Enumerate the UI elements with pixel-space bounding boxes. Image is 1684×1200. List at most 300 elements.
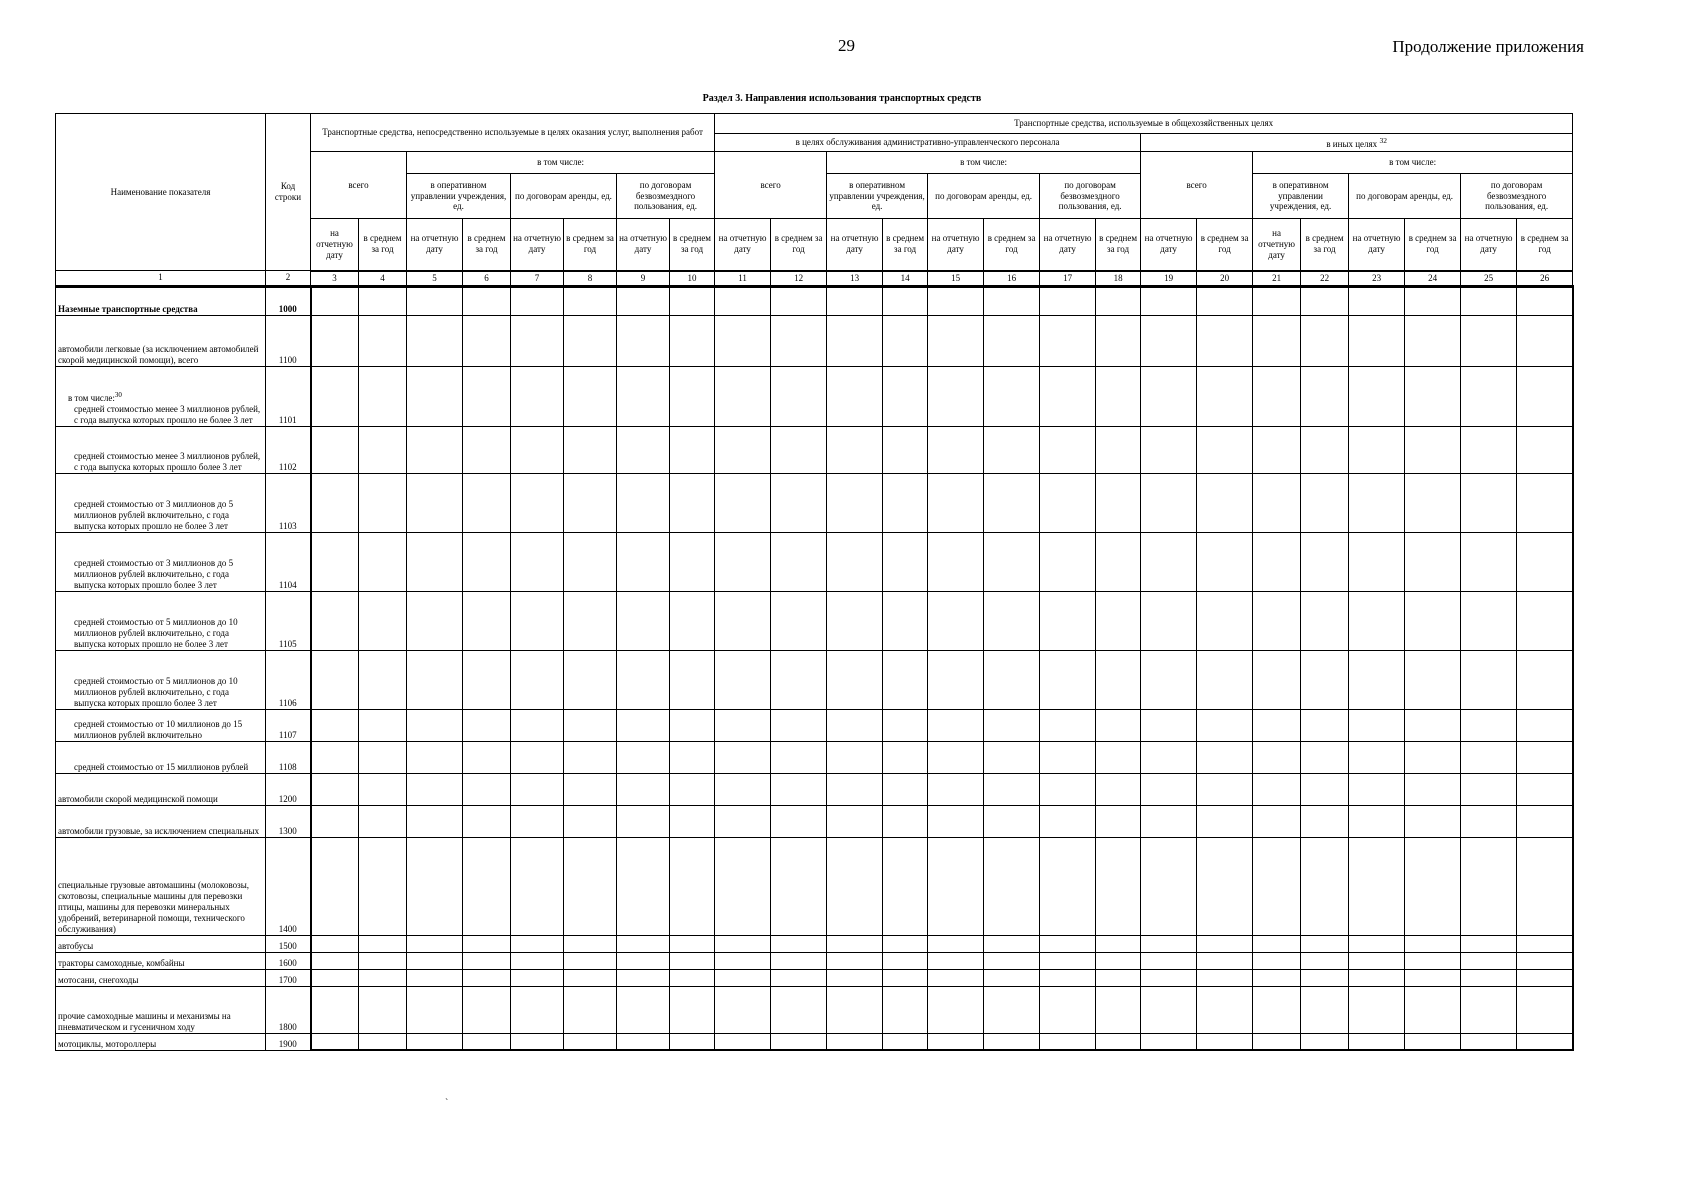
- data-cell[interactable]: [511, 986, 564, 1033]
- data-cell[interactable]: [564, 366, 617, 426]
- data-cell[interactable]: [883, 837, 928, 935]
- data-cell[interactable]: [359, 837, 407, 935]
- data-cell[interactable]: [670, 935, 715, 952]
- data-cell[interactable]: [511, 315, 564, 366]
- data-cell[interactable]: [564, 952, 617, 969]
- data-cell[interactable]: [564, 1033, 617, 1050]
- data-cell[interactable]: [1301, 837, 1349, 935]
- data-cell[interactable]: [511, 952, 564, 969]
- data-cell[interactable]: [311, 773, 359, 805]
- data-cell[interactable]: [1096, 805, 1141, 837]
- data-cell[interactable]: [1349, 650, 1405, 709]
- data-cell[interactable]: [1096, 426, 1141, 473]
- data-cell[interactable]: [1253, 969, 1301, 986]
- data-cell[interactable]: [564, 426, 617, 473]
- data-cell[interactable]: [928, 473, 984, 532]
- data-cell[interactable]: [311, 286, 359, 315]
- data-cell[interactable]: [928, 773, 984, 805]
- data-cell[interactable]: [1461, 1033, 1517, 1050]
- data-cell[interactable]: [1461, 969, 1517, 986]
- data-cell[interactable]: [883, 315, 928, 366]
- data-cell[interactable]: [883, 935, 928, 952]
- data-cell[interactable]: [984, 969, 1040, 986]
- data-cell[interactable]: [1040, 366, 1096, 426]
- data-cell[interactable]: [463, 952, 511, 969]
- data-cell[interactable]: [1197, 286, 1253, 315]
- data-cell[interactable]: [771, 986, 827, 1033]
- data-cell[interactable]: [1197, 952, 1253, 969]
- data-cell[interactable]: [1349, 315, 1405, 366]
- data-cell[interactable]: [1040, 969, 1096, 986]
- data-cell[interactable]: [928, 650, 984, 709]
- data-cell[interactable]: [1405, 952, 1461, 969]
- data-cell[interactable]: [1349, 1033, 1405, 1050]
- data-cell[interactable]: [771, 473, 827, 532]
- data-cell[interactable]: [564, 986, 617, 1033]
- data-cell[interactable]: [617, 741, 670, 773]
- data-cell[interactable]: [1141, 286, 1197, 315]
- data-cell[interactable]: [928, 986, 984, 1033]
- data-cell[interactable]: [1461, 986, 1517, 1033]
- data-cell[interactable]: [311, 426, 359, 473]
- data-cell[interactable]: [715, 741, 771, 773]
- data-cell[interactable]: [771, 426, 827, 473]
- data-cell[interactable]: [1349, 837, 1405, 935]
- data-cell[interactable]: [564, 773, 617, 805]
- data-cell[interactable]: [1405, 741, 1461, 773]
- data-cell[interactable]: [771, 709, 827, 741]
- data-cell[interactable]: [1040, 935, 1096, 952]
- data-cell[interactable]: [1197, 650, 1253, 709]
- data-cell[interactable]: [1405, 969, 1461, 986]
- data-cell[interactable]: [984, 366, 1040, 426]
- data-cell[interactable]: [1405, 532, 1461, 591]
- data-cell[interactable]: [617, 805, 670, 837]
- data-cell[interactable]: [1461, 473, 1517, 532]
- data-cell[interactable]: [1040, 286, 1096, 315]
- data-cell[interactable]: [670, 650, 715, 709]
- data-cell[interactable]: [1405, 773, 1461, 805]
- data-cell[interactable]: [827, 986, 883, 1033]
- data-cell[interactable]: [407, 773, 463, 805]
- data-cell[interactable]: [564, 935, 617, 952]
- data-cell[interactable]: [670, 286, 715, 315]
- data-cell[interactable]: [1517, 837, 1573, 935]
- data-cell[interactable]: [1405, 805, 1461, 837]
- data-cell[interactable]: [1461, 741, 1517, 773]
- data-cell[interactable]: [1461, 935, 1517, 952]
- data-cell[interactable]: [1517, 591, 1573, 650]
- data-cell[interactable]: [715, 426, 771, 473]
- data-cell[interactable]: [463, 473, 511, 532]
- data-cell[interactable]: [564, 591, 617, 650]
- data-cell[interactable]: [617, 952, 670, 969]
- data-cell[interactable]: [883, 969, 928, 986]
- data-cell[interactable]: [1096, 709, 1141, 741]
- data-cell[interactable]: [1253, 741, 1301, 773]
- data-cell[interactable]: [1141, 650, 1197, 709]
- data-cell[interactable]: [463, 532, 511, 591]
- data-cell[interactable]: [617, 591, 670, 650]
- data-cell[interactable]: [1517, 805, 1573, 837]
- data-cell[interactable]: [771, 650, 827, 709]
- data-cell[interactable]: [1349, 366, 1405, 426]
- data-cell[interactable]: [1461, 366, 1517, 426]
- data-cell[interactable]: [1349, 952, 1405, 969]
- data-cell[interactable]: [407, 1033, 463, 1050]
- data-cell[interactable]: [883, 741, 928, 773]
- data-cell[interactable]: [359, 952, 407, 969]
- data-cell[interactable]: [771, 969, 827, 986]
- data-cell[interactable]: [1517, 286, 1573, 315]
- data-cell[interactable]: [1461, 315, 1517, 366]
- data-cell[interactable]: [463, 805, 511, 837]
- data-cell[interactable]: [827, 805, 883, 837]
- data-cell[interactable]: [827, 837, 883, 935]
- data-cell[interactable]: [1405, 473, 1461, 532]
- data-cell[interactable]: [670, 741, 715, 773]
- data-cell[interactable]: [564, 532, 617, 591]
- data-cell[interactable]: [1517, 709, 1573, 741]
- data-cell[interactable]: [984, 805, 1040, 837]
- data-cell[interactable]: [827, 709, 883, 741]
- data-cell[interactable]: [715, 952, 771, 969]
- data-cell[interactable]: [1253, 952, 1301, 969]
- data-cell[interactable]: [564, 286, 617, 315]
- data-cell[interactable]: [617, 773, 670, 805]
- data-cell[interactable]: [1461, 426, 1517, 473]
- data-cell[interactable]: [984, 286, 1040, 315]
- data-cell[interactable]: [1141, 837, 1197, 935]
- data-cell[interactable]: [407, 837, 463, 935]
- data-cell[interactable]: [564, 805, 617, 837]
- data-cell[interactable]: [715, 805, 771, 837]
- data-cell[interactable]: [984, 741, 1040, 773]
- data-cell[interactable]: [1517, 986, 1573, 1033]
- data-cell[interactable]: [511, 805, 564, 837]
- data-cell[interactable]: [1096, 286, 1141, 315]
- data-cell[interactable]: [407, 286, 463, 315]
- data-cell[interactable]: [359, 591, 407, 650]
- data-cell[interactable]: [670, 591, 715, 650]
- data-cell[interactable]: [311, 969, 359, 986]
- data-cell[interactable]: [617, 366, 670, 426]
- data-cell[interactable]: [1517, 426, 1573, 473]
- data-cell[interactable]: [1461, 773, 1517, 805]
- data-cell[interactable]: [883, 805, 928, 837]
- data-cell[interactable]: [407, 366, 463, 426]
- data-cell[interactable]: [827, 591, 883, 650]
- data-cell[interactable]: [407, 650, 463, 709]
- data-cell[interactable]: [670, 805, 715, 837]
- data-cell[interactable]: [1141, 969, 1197, 986]
- data-cell[interactable]: [883, 532, 928, 591]
- data-cell[interactable]: [1461, 286, 1517, 315]
- data-cell[interactable]: [1197, 473, 1253, 532]
- data-cell[interactable]: [463, 315, 511, 366]
- data-cell[interactable]: [928, 426, 984, 473]
- data-cell[interactable]: [670, 773, 715, 805]
- data-cell[interactable]: [771, 837, 827, 935]
- data-cell[interactable]: [463, 709, 511, 741]
- data-cell[interactable]: [311, 741, 359, 773]
- data-cell[interactable]: [1040, 773, 1096, 805]
- data-cell[interactable]: [1141, 1033, 1197, 1050]
- data-cell[interactable]: [1349, 532, 1405, 591]
- data-cell[interactable]: [359, 650, 407, 709]
- data-cell[interactable]: [359, 969, 407, 986]
- data-cell[interactable]: [715, 650, 771, 709]
- data-cell[interactable]: [463, 591, 511, 650]
- data-cell[interactable]: [670, 986, 715, 1033]
- data-cell[interactable]: [771, 286, 827, 315]
- data-cell[interactable]: [511, 969, 564, 986]
- data-cell[interactable]: [1197, 805, 1253, 837]
- data-cell[interactable]: [883, 366, 928, 426]
- data-cell[interactable]: [883, 1033, 928, 1050]
- data-cell[interactable]: [1141, 366, 1197, 426]
- data-cell[interactable]: [407, 315, 463, 366]
- data-cell[interactable]: [617, 426, 670, 473]
- data-cell[interactable]: [1141, 591, 1197, 650]
- data-cell[interactable]: [1253, 935, 1301, 952]
- data-cell[interactable]: [715, 366, 771, 426]
- data-cell[interactable]: [1040, 650, 1096, 709]
- data-cell[interactable]: [771, 741, 827, 773]
- data-cell[interactable]: [1517, 935, 1573, 952]
- data-cell[interactable]: [670, 315, 715, 366]
- data-cell[interactable]: [311, 532, 359, 591]
- data-cell[interactable]: [1197, 837, 1253, 935]
- data-cell[interactable]: [1301, 286, 1349, 315]
- data-cell[interactable]: [311, 805, 359, 837]
- data-cell[interactable]: [1197, 366, 1253, 426]
- data-cell[interactable]: [1197, 741, 1253, 773]
- data-cell[interactable]: [511, 773, 564, 805]
- data-cell[interactable]: [1253, 650, 1301, 709]
- data-cell[interactable]: [1405, 1033, 1461, 1050]
- data-cell[interactable]: [1253, 805, 1301, 837]
- data-cell[interactable]: [827, 935, 883, 952]
- data-cell[interactable]: [1517, 532, 1573, 591]
- data-cell[interactable]: [827, 952, 883, 969]
- data-cell[interactable]: [1405, 837, 1461, 935]
- data-cell[interactable]: [1253, 837, 1301, 935]
- data-cell[interactable]: [1253, 591, 1301, 650]
- data-cell[interactable]: [883, 426, 928, 473]
- data-cell[interactable]: [1517, 366, 1573, 426]
- data-cell[interactable]: [715, 773, 771, 805]
- data-cell[interactable]: [407, 805, 463, 837]
- data-cell[interactable]: [311, 986, 359, 1033]
- data-cell[interactable]: [1096, 591, 1141, 650]
- data-cell[interactable]: [715, 935, 771, 952]
- data-cell[interactable]: [1349, 473, 1405, 532]
- data-cell[interactable]: [1040, 473, 1096, 532]
- data-cell[interactable]: [1141, 935, 1197, 952]
- data-cell[interactable]: [1040, 837, 1096, 935]
- data-cell[interactable]: [359, 532, 407, 591]
- data-cell[interactable]: [1096, 986, 1141, 1033]
- data-cell[interactable]: [928, 1033, 984, 1050]
- data-cell[interactable]: [984, 473, 1040, 532]
- data-cell[interactable]: [1253, 532, 1301, 591]
- data-cell[interactable]: [311, 1033, 359, 1050]
- data-cell[interactable]: [359, 805, 407, 837]
- data-cell[interactable]: [984, 837, 1040, 935]
- data-cell[interactable]: [715, 286, 771, 315]
- data-cell[interactable]: [359, 286, 407, 315]
- data-cell[interactable]: [984, 591, 1040, 650]
- data-cell[interactable]: [771, 532, 827, 591]
- data-cell[interactable]: [617, 315, 670, 366]
- data-cell[interactable]: [1349, 969, 1405, 986]
- data-cell[interactable]: [1141, 805, 1197, 837]
- data-cell[interactable]: [564, 315, 617, 366]
- data-cell[interactable]: [883, 591, 928, 650]
- data-cell[interactable]: [1301, 591, 1349, 650]
- data-cell[interactable]: [511, 837, 564, 935]
- data-cell[interactable]: [1253, 1033, 1301, 1050]
- data-cell[interactable]: [359, 773, 407, 805]
- data-cell[interactable]: [1040, 741, 1096, 773]
- data-cell[interactable]: [1301, 805, 1349, 837]
- data-cell[interactable]: [1040, 1033, 1096, 1050]
- data-cell[interactable]: [511, 650, 564, 709]
- data-cell[interactable]: [928, 286, 984, 315]
- data-cell[interactable]: [715, 315, 771, 366]
- data-cell[interactable]: [715, 709, 771, 741]
- data-cell[interactable]: [359, 473, 407, 532]
- data-cell[interactable]: [1096, 969, 1141, 986]
- data-cell[interactable]: [511, 1033, 564, 1050]
- data-cell[interactable]: [407, 473, 463, 532]
- data-cell[interactable]: [1349, 591, 1405, 650]
- data-cell[interactable]: [1405, 650, 1461, 709]
- data-cell[interactable]: [1197, 315, 1253, 366]
- data-cell[interactable]: [771, 315, 827, 366]
- data-cell[interactable]: [359, 426, 407, 473]
- data-cell[interactable]: [771, 591, 827, 650]
- data-cell[interactable]: [1301, 773, 1349, 805]
- data-cell[interactable]: [407, 935, 463, 952]
- data-cell[interactable]: [1197, 426, 1253, 473]
- data-cell[interactable]: [1096, 935, 1141, 952]
- data-cell[interactable]: [359, 366, 407, 426]
- data-cell[interactable]: [407, 591, 463, 650]
- data-cell[interactable]: [827, 650, 883, 709]
- data-cell[interactable]: [1461, 709, 1517, 741]
- data-cell[interactable]: [617, 935, 670, 952]
- data-cell[interactable]: [311, 650, 359, 709]
- data-cell[interactable]: [928, 741, 984, 773]
- data-cell[interactable]: [617, 286, 670, 315]
- data-cell[interactable]: [670, 1033, 715, 1050]
- data-cell[interactable]: [1197, 773, 1253, 805]
- data-cell[interactable]: [984, 935, 1040, 952]
- data-cell[interactable]: [928, 366, 984, 426]
- data-cell[interactable]: [407, 986, 463, 1033]
- data-cell[interactable]: [771, 1033, 827, 1050]
- data-cell[interactable]: [984, 773, 1040, 805]
- data-cell[interactable]: [1040, 952, 1096, 969]
- data-cell[interactable]: [984, 650, 1040, 709]
- data-cell[interactable]: [1349, 286, 1405, 315]
- data-cell[interactable]: [715, 532, 771, 591]
- data-cell[interactable]: [1301, 315, 1349, 366]
- data-cell[interactable]: [1349, 935, 1405, 952]
- data-cell[interactable]: [1253, 315, 1301, 366]
- data-cell[interactable]: [407, 532, 463, 591]
- data-cell[interactable]: [1349, 426, 1405, 473]
- data-cell[interactable]: [311, 315, 359, 366]
- data-cell[interactable]: [1517, 650, 1573, 709]
- data-cell[interactable]: [564, 741, 617, 773]
- data-cell[interactable]: [1517, 473, 1573, 532]
- data-cell[interactable]: [617, 650, 670, 709]
- data-cell[interactable]: [1040, 532, 1096, 591]
- data-cell[interactable]: [670, 709, 715, 741]
- data-cell[interactable]: [1405, 426, 1461, 473]
- data-cell[interactable]: [407, 709, 463, 741]
- data-cell[interactable]: [1197, 532, 1253, 591]
- data-cell[interactable]: [1096, 315, 1141, 366]
- data-cell[interactable]: [1096, 1033, 1141, 1050]
- data-cell[interactable]: [1405, 591, 1461, 650]
- data-cell[interactable]: [1040, 591, 1096, 650]
- data-cell[interactable]: [1301, 986, 1349, 1033]
- data-cell[interactable]: [670, 532, 715, 591]
- data-cell[interactable]: [1461, 591, 1517, 650]
- data-cell[interactable]: [827, 426, 883, 473]
- data-cell[interactable]: [311, 709, 359, 741]
- data-cell[interactable]: [463, 286, 511, 315]
- data-cell[interactable]: [617, 986, 670, 1033]
- data-cell[interactable]: [1141, 986, 1197, 1033]
- data-cell[interactable]: [1405, 986, 1461, 1033]
- data-cell[interactable]: [617, 709, 670, 741]
- data-cell[interactable]: [1096, 473, 1141, 532]
- data-cell[interactable]: [1301, 709, 1349, 741]
- data-cell[interactable]: [311, 935, 359, 952]
- data-cell[interactable]: [984, 315, 1040, 366]
- data-cell[interactable]: [827, 741, 883, 773]
- data-cell[interactable]: [1096, 650, 1141, 709]
- data-cell[interactable]: [928, 935, 984, 952]
- data-cell[interactable]: [984, 1033, 1040, 1050]
- data-cell[interactable]: [1405, 709, 1461, 741]
- data-cell[interactable]: [1253, 473, 1301, 532]
- data-cell[interactable]: [463, 366, 511, 426]
- data-cell[interactable]: [984, 426, 1040, 473]
- data-cell[interactable]: [1405, 935, 1461, 952]
- data-cell[interactable]: [1141, 709, 1197, 741]
- data-cell[interactable]: [928, 805, 984, 837]
- data-cell[interactable]: [827, 286, 883, 315]
- data-cell[interactable]: [463, 1033, 511, 1050]
- data-cell[interactable]: [1461, 650, 1517, 709]
- data-cell[interactable]: [463, 837, 511, 935]
- data-cell[interactable]: [359, 935, 407, 952]
- data-cell[interactable]: [311, 591, 359, 650]
- data-cell[interactable]: [1096, 366, 1141, 426]
- data-cell[interactable]: [1141, 532, 1197, 591]
- data-cell[interactable]: [1349, 986, 1405, 1033]
- data-cell[interactable]: [1461, 805, 1517, 837]
- data-cell[interactable]: [1096, 952, 1141, 969]
- data-cell[interactable]: [928, 837, 984, 935]
- data-cell[interactable]: [1517, 969, 1573, 986]
